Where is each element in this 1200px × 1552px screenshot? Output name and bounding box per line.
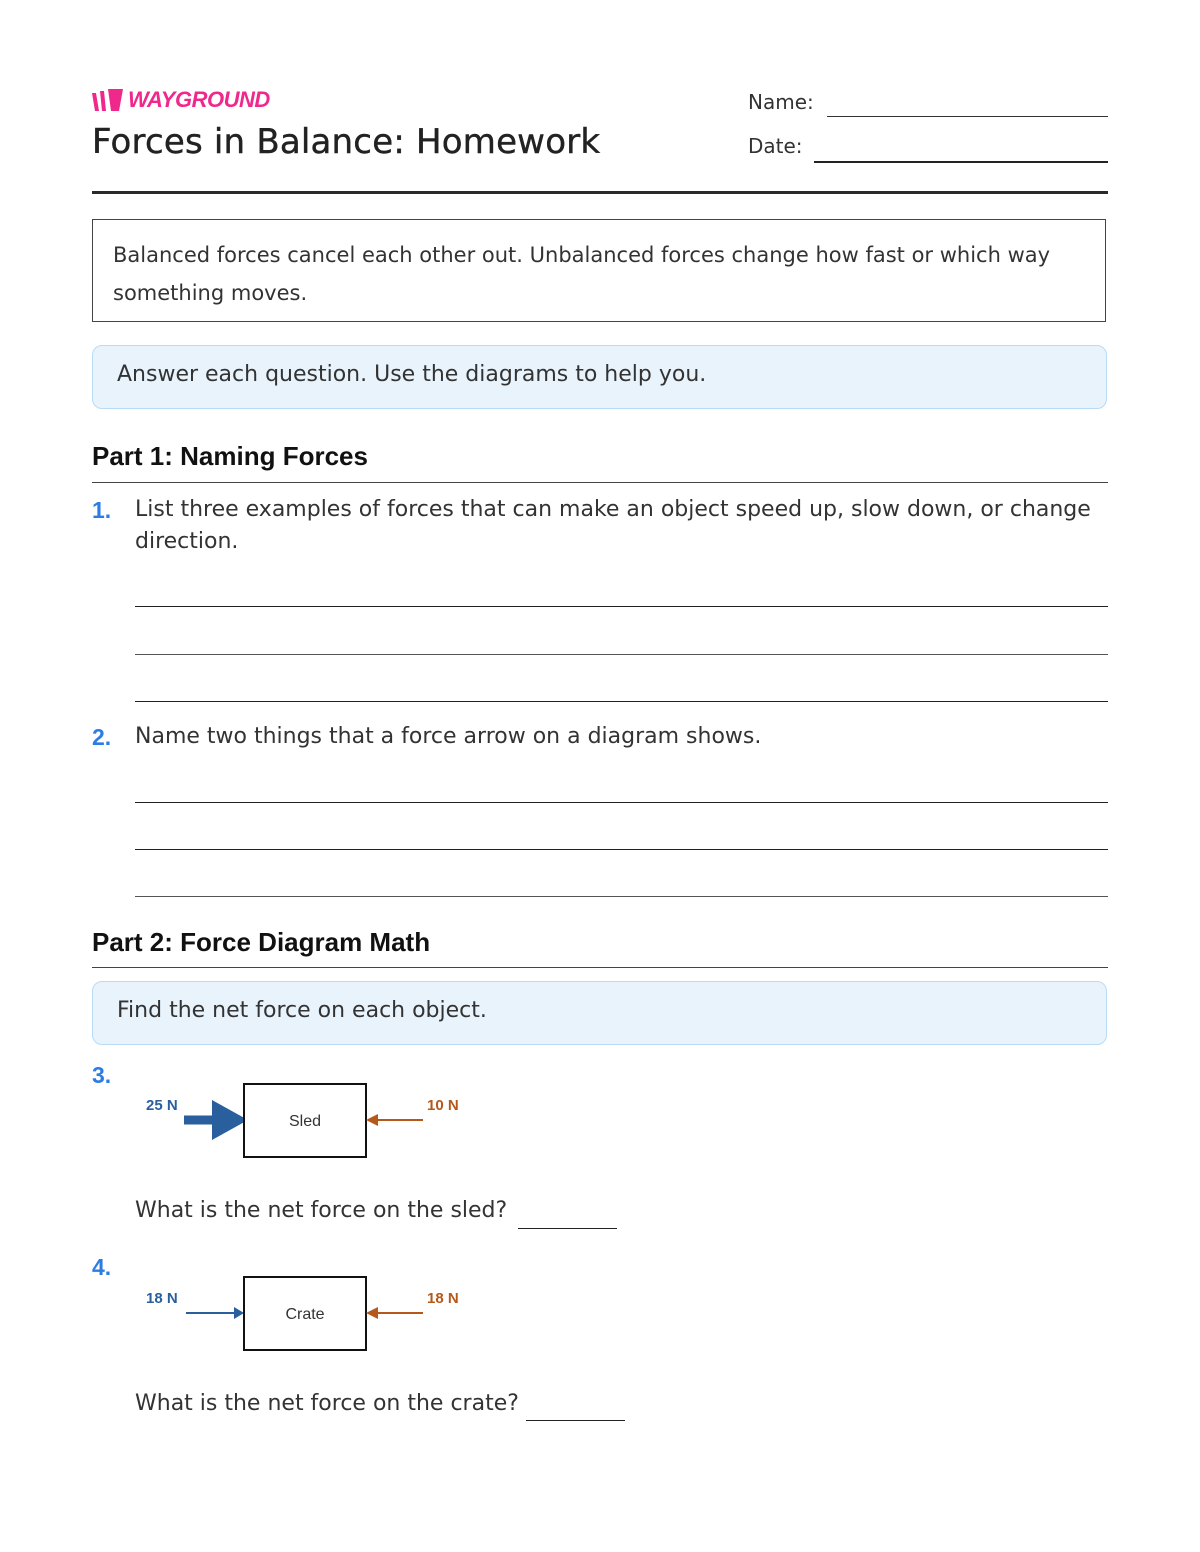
left-force-arrowhead — [234, 1307, 244, 1319]
right-force-label: 10 N — [427, 1097, 459, 1114]
net-force-question: What is the net force on the sled? — [135, 1198, 508, 1223]
right-force-label: 18 N — [427, 1290, 459, 1307]
question-number: 3. — [92, 1062, 112, 1088]
date-field[interactable] — [814, 161, 1108, 163]
answer-blank[interactable] — [526, 1420, 625, 1421]
section-title-part-2: Part 2: Force Diagram Math — [92, 927, 431, 957]
left-force-label: 18 N — [146, 1290, 178, 1307]
question-number: 4. — [92, 1254, 112, 1280]
name-label: Name: — [748, 90, 814, 114]
logo — [92, 86, 270, 114]
left-force-label: 25 N — [146, 1097, 178, 1114]
page-title: Forces in Balance: Homework — [92, 122, 601, 162]
question-text: List three examples of forces that can make an object speed up, slow down, or change direction. — [135, 497, 1091, 554]
net-force-question: What is the net force on the crate? — [135, 1391, 519, 1416]
answer-line[interactable] — [135, 606, 1108, 607]
force-diagram-crate — [130, 1271, 490, 1357]
logo-text: WAYGROUND — [128, 87, 270, 112]
instruction-text: Answer each question. Use the diagrams to help you. — [117, 362, 707, 387]
question-number: 1. — [92, 497, 112, 523]
header-divider — [92, 191, 1108, 194]
right-force-arrowhead — [366, 1114, 378, 1126]
date-label: Date: — [748, 134, 803, 158]
intro-text: Balanced forces cancel each other out. Unbalanced forces change how fast or which way something moves. — [113, 243, 1051, 305]
left-force-arrowhead — [212, 1100, 248, 1140]
object-label: Sled — [288, 1113, 322, 1130]
section-title-part-1: Part 1: Naming Forces — [92, 441, 368, 471]
question-text: Name two things that a force arrow on a diagram shows. — [135, 724, 762, 749]
answer-line[interactable] — [135, 802, 1108, 803]
answer-line[interactable] — [135, 849, 1108, 850]
answer-line[interactable] — [135, 896, 1108, 897]
right-force-arrowhead — [366, 1307, 378, 1319]
answer-line[interactable] — [135, 701, 1108, 702]
object-label: Crate — [285, 1306, 325, 1323]
section-divider — [92, 482, 1108, 483]
instruction-text: Find the net force on each object. — [117, 998, 487, 1023]
question-number: 2. — [92, 724, 112, 750]
force-diagram-sled — [130, 1078, 490, 1164]
answer-blank[interactable] — [518, 1228, 617, 1229]
section-divider — [92, 967, 1108, 968]
answer-line[interactable] — [135, 654, 1108, 655]
name-field[interactable] — [827, 116, 1108, 117]
logo-mark-icon — [92, 87, 124, 113]
